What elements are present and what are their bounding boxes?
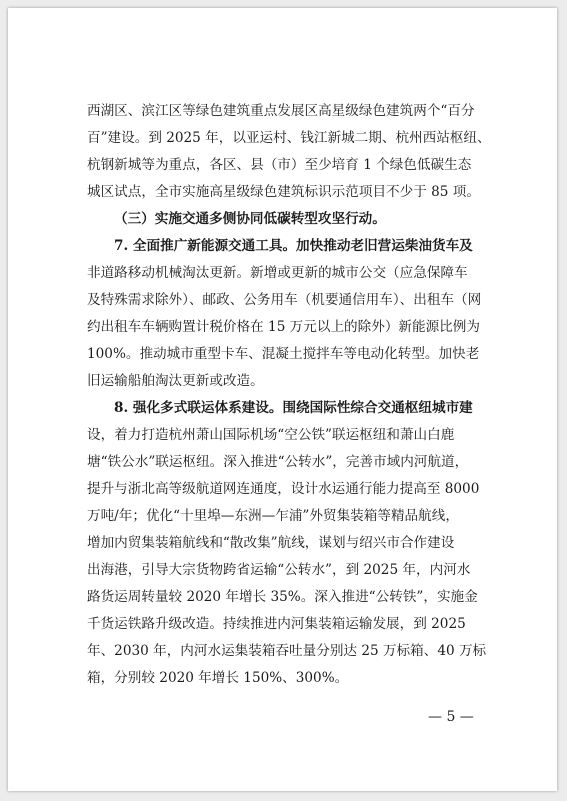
text-line: 箱，分别较 2020 年增长 150%、300%。 <box>87 670 349 686</box>
text-line: 提升与浙北高等级航道网连通度，设计水运通行能力提高至 8000 <box>87 481 480 497</box>
text-line: 百”建设。到 2025 年，以亚运村、钱江新城二期、杭州西站枢纽、 <box>87 130 491 146</box>
text-line: 100%。推动城市重型卡车、混凝土搅拌车等电动化转型。加快老 <box>87 346 480 362</box>
text-line: 万吨/年；优化“十里埠—东洲—乍浦”外贸集装箱等精品航线， <box>87 508 459 524</box>
text-line: 塘“铁公水”联运枢纽。深入推进“公转水”，完善市域内河航道， <box>87 454 469 470</box>
section-heading: （三）实施交通多侧协同低碳转型攻坚行动。 <box>114 211 386 227</box>
text-line: 旧运输船舶淘汰更新或改造。 <box>87 373 264 389</box>
text-line: 非道路移动机械淘汰更新。新增或更新的城市公交（应急保障车 <box>87 265 468 281</box>
text-line: 西湖区、滨江区等绿色建筑重点发展区高星级绿色建筑两个“百分 <box>87 103 475 119</box>
paragraph-heading: 8. 强化多式联运体系建设。围绕国际性综合交通枢纽城市建 <box>114 400 473 416</box>
text-line: 年、2030 年，内河水运集装箱吞吐量分别达 25 万标箱、40 万标 <box>87 643 487 659</box>
page-number: — 5 — <box>428 709 474 725</box>
text-line: 城区试点，全市实施高星级绿色建筑标识示范项目不少于 85 项。 <box>87 184 480 200</box>
text-line: 及特殊需求除外）、邮政、公务用车（机要通信用车）、出租车（网 <box>87 292 482 308</box>
text-line: 增加内贸集装箱航线和“散改集”航线，谋划与绍兴市合作建设 <box>87 535 455 551</box>
text-line: 设，着力打造杭州萧山国际机场“空公铁”联运枢纽和萧山白鹿 <box>87 427 455 443</box>
text-line: 出海港，引导大宗货物跨省运输“公转水”，到 2025 年，内河水 <box>87 562 471 578</box>
text-line: 千货运铁路升级改造。持续推进内河集装箱运输发展，到 2025 <box>87 616 466 632</box>
paragraph-heading: 7. 全面推广新能源交通工具。加快推动老旧营运柴油货车及 <box>114 238 473 254</box>
text-line: 杭钢新城等为重点，各区、县（市）至少培育 1 个绿色低碳生态 <box>87 157 472 173</box>
text-line: 路货运周转量较 2020 年增长 35%。深入推进“公转铁”，实施金 <box>87 589 478 605</box>
document-page <box>8 8 557 791</box>
text-line: 约出租车车辆购置计税价格在 15 万元以上的除外）新能源比例为 <box>87 319 480 335</box>
